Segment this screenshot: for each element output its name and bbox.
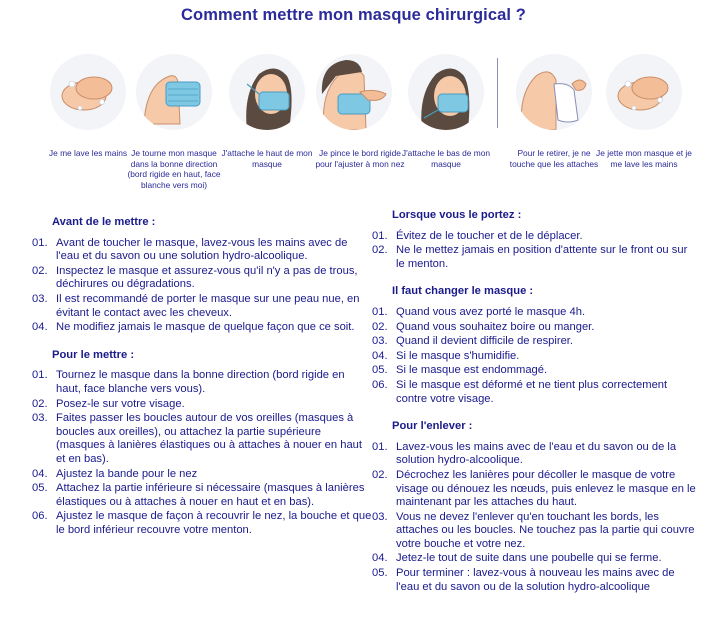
- divider: [497, 58, 498, 128]
- item-number: 05.: [372, 364, 388, 377]
- section-title: Avant de le mettre :: [52, 216, 156, 228]
- item-number: 06.: [32, 510, 48, 523]
- item-text: Évitez de le toucher et de le déplacer.: [396, 229, 583, 242]
- item-text: Quand il devient difficile de respirer.: [396, 335, 574, 348]
- list-item: [32, 265, 372, 292]
- item-text: Jetez-le tout de suite dans une poubelle qui se ferme.: [396, 552, 662, 565]
- item-number: 04.: [32, 467, 48, 480]
- list-item: [372, 244, 697, 271]
- mask-orientation-icon: [136, 54, 212, 130]
- list-item: [32, 412, 372, 466]
- item-number: 03.: [372, 335, 388, 348]
- item-number: 02.: [372, 320, 388, 333]
- steps-illustrations: [0, 54, 707, 194]
- item-number: 04.: [32, 321, 48, 334]
- item-number: 05.: [372, 567, 388, 580]
- item-text: Quand vous avez porté le masque 4h.: [396, 305, 586, 318]
- list-item: [372, 469, 697, 510]
- right-column: [372, 209, 697, 595]
- item-text: Ajustez la bande pour le nez: [56, 467, 198, 480]
- section-title: Pour le mettre :: [52, 348, 135, 361]
- item-number: 01.: [372, 229, 388, 242]
- pinch-nose-bar-icon: [316, 54, 392, 130]
- step-caption: Je jette mon masque et je me lave les mains: [596, 148, 692, 169]
- item-text: Ajustez le masque de façon à recouvrir le nez, la bouche et que le bord inférieur recouvre votre menton.: [56, 510, 372, 536]
- item-text: Pour terminer : lavez-vous à nouveau les mains avec de l'eau et du savon ou de la solution hydro-alcoolique: [396, 567, 675, 593]
- item-number: 01.: [372, 440, 388, 453]
- item-number: 01.: [32, 236, 48, 249]
- step-caption: Je pince le bord rigide pour l'ajuster à mon nez: [315, 148, 405, 169]
- list-item: [32, 369, 372, 396]
- list-item: [32, 321, 372, 335]
- list-item: [372, 321, 697, 335]
- list-item: [32, 468, 372, 482]
- item-text: Lavez-vous les mains avec de l'eau et du savon ou de la solution hydro-alcoolique.: [396, 440, 677, 467]
- list-item: [372, 306, 697, 320]
- item-number: 01.: [32, 369, 48, 382]
- section-title: Pour l'enlever :: [392, 420, 473, 433]
- item-text: Vous ne devez l'enlever qu'en touchant les bords, les attaches ou les boucles. Ne touchez pas la partie qui couvre votre bouche et votre nez.: [396, 510, 695, 550]
- attach-top-mask-icon: [229, 54, 305, 130]
- page-title: Comment mettre mon masque chirurgical ?: [181, 6, 526, 24]
- item-text: Ne le mettez jamais en position d'attente sur le front ou sur le menton.: [396, 244, 688, 270]
- item-number: 02.: [372, 468, 388, 481]
- list-item: [372, 335, 697, 349]
- list-item: [372, 350, 697, 364]
- list-item: [32, 237, 372, 264]
- item-text: Quand vous souhaitez boire ou manger.: [396, 320, 595, 333]
- item-number: 04.: [372, 552, 388, 565]
- step-caption: Je me lave les mains: [48, 148, 128, 158]
- item-number: 04.: [372, 349, 388, 362]
- list-item: [32, 510, 372, 537]
- item-text: Inspectez le masque et assurez-vous qu'il n'y a pas de trous, déchirures ou dégradations.: [56, 264, 358, 291]
- list-item: [372, 552, 697, 566]
- item-text: Si le masque s'humidifie.: [396, 349, 520, 362]
- item-number: 02.: [32, 264, 48, 277]
- item-text: Ne modifiez jamais le masque de quelque façon que ce soit.: [56, 321, 355, 334]
- item-number: 03.: [372, 510, 388, 523]
- item-text: Si le masque est endommagé.: [396, 364, 548, 377]
- step-caption: J'attache le bas de mon masque: [401, 148, 491, 169]
- item-number: 06.: [372, 378, 388, 391]
- item-text: Avant de toucher le masque, lavez-vous les mains avec de l'eau et du savon ou une solution hydro-alcoolique.: [56, 236, 348, 263]
- list-item: [372, 567, 697, 594]
- left-column: [32, 216, 372, 538]
- item-text: Décrochez les lanières pour décoller le masque de votre visage ou dénouez les nœuds, puis enlevez le masque en le maintenant par les attaches du haut.: [396, 468, 696, 509]
- section-title: Lorsque vous le portez :: [392, 209, 522, 221]
- list-item: [372, 364, 697, 378]
- item-number: 02.: [372, 244, 388, 257]
- item-text: Faites passer les boucles autour de vos oreilles (masques à boucles aux oreilles), ou attachez la partie supérieure (masques à lanières élastiques ou à attaches à nouer en haut et en bas).: [56, 412, 362, 465]
- hands-washing-icon: [50, 54, 126, 130]
- item-text: Si le masque est déformé et ne tient plus correctement contre votre visage.: [396, 378, 668, 405]
- item-number: 03.: [32, 412, 48, 425]
- list-item: [372, 379, 697, 406]
- item-number: 03.: [32, 292, 48, 305]
- list-item: [372, 511, 697, 552]
- list-item: [372, 441, 697, 468]
- remove-mask-icon: [516, 54, 592, 130]
- attach-bottom-mask-icon: [408, 54, 484, 130]
- item-number: 05.: [32, 482, 48, 495]
- item-number: 01.: [372, 305, 388, 318]
- list-item: [372, 230, 697, 244]
- section-title: Il faut changer le masque :: [392, 285, 534, 298]
- step-caption: Pour le retirer, je ne touche que les attaches: [509, 148, 599, 169]
- step-caption: J'attache le haut de mon masque: [221, 148, 313, 169]
- step-caption: Je tourne mon masque dans la bonne direction (bord rigide en haut, face blanche vers moi): [127, 148, 221, 190]
- throw-mask-wash-hands-icon: [606, 54, 682, 130]
- item-text: Posez-le sur votre visage.: [56, 397, 185, 410]
- item-text: Tournez le masque dans la bonne direction (bord rigide en haut, face blanche vers vous).: [56, 369, 345, 395]
- item-text: Attachez la partie inférieure si nécessaire (masques à lanières élastiques ou à attaches à nouer en haut et en bas).: [56, 482, 365, 508]
- item-number: 02.: [32, 397, 48, 410]
- list-item: [32, 482, 372, 509]
- list-item: [32, 398, 372, 412]
- item-text: Il est recommandé de porter le masque sur une peau nue, en évitant le contact avec les cheveux.: [56, 292, 360, 319]
- list-item: [32, 293, 372, 320]
